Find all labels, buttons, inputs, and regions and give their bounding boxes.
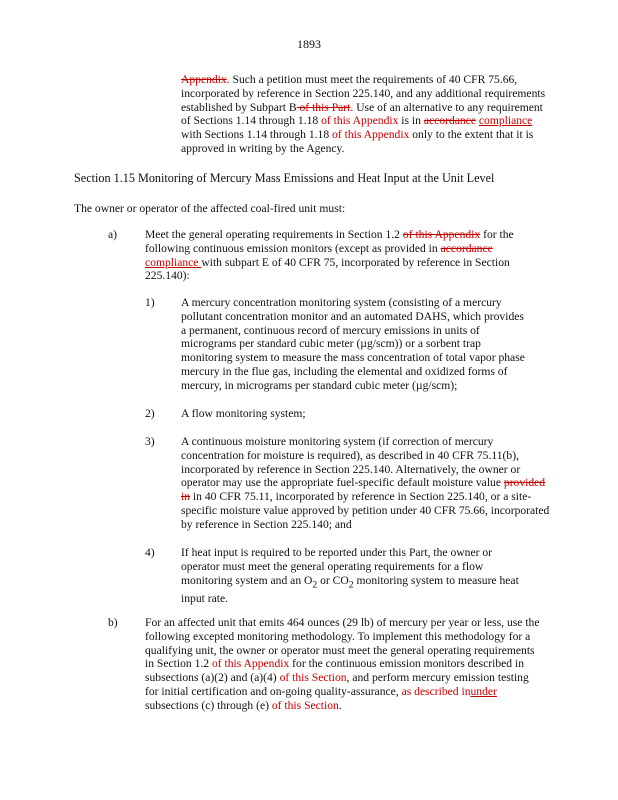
section-title: Section 1.15 Monitoring of Mercury Mass Emissions and Heat Input at the Unit Level [74,171,495,185]
inserted-text: compliance [145,255,202,269]
text-run: subsections (c) through (e) [145,698,272,712]
deleted-text: Appendix [181,73,227,86]
subscript-2: 2 [348,578,354,590]
item-b-paragraph [145,616,545,713]
item-a-marker: a) [108,228,118,241]
sub-2-paragraph: A flow monitoring system; [181,407,306,420]
text-run: in 40 CFR 75.11, incorporated by reference in Section 225.140, or a site-specific moisture value approved by petition under 40 CFR 75.66, incorporated by reference in Section 225.140; and [181,490,550,531]
sub-2-marker: 2) [145,407,155,420]
item-b-marker: b) [108,616,118,629]
inserted-text: as described in [401,684,471,698]
deleted-text: of this Part [296,100,351,114]
sub-3-paragraph [181,435,551,532]
page-number: 1893 [297,37,321,51]
text-run: Meet the general operating requirements in Section 1.2 [145,228,403,241]
inserted-text: under [470,684,497,698]
text-run: monitoring system to measure heat input rate. [181,573,519,605]
sub-4-paragraph [181,546,526,606]
text-run: is in [398,114,424,128]
deleted-text: accordance [423,114,476,128]
sub-1-marker: 1) [145,296,155,309]
text-run: If heat input is required to be reported under this Part, the owner or operator must meet the general operating requirements for a flow monitoring system and an O [181,546,493,587]
text-run: or CO [317,573,349,587]
text-run: only to the extent that it is approved in writing by the Agency. [181,128,534,155]
text-run: . Use of an alternative to any requirement of Sections 1.14 through 1.18 [181,100,543,128]
sub-3-marker: 3) [145,435,155,448]
text-run: A continuous moisture monitoring system (if correction of mercury concentration for moisture is required), as described in 40 CFR 75.11(b), incorporated by reference in Section 225.140. Alternatively, the owner or operator may use the appropriate fuel-specific default moisture value [181,435,521,490]
inserted-text: of this Appendix [321,114,399,128]
inserted-text: of this Section [271,698,339,712]
text-run: with subpart E of 40 CFR 75, incorporated by reference in Section 225.140): [145,255,510,283]
text-run: for the continuous emission monitors described in subsections (a)(2) and (a)(4) [145,657,525,685]
text-run: . Such a petition must meet the requirements of 40 CFR 75.66, incorporated by reference in Section 225.140, and any additional requirements established by Subpart B [181,73,546,114]
sub-4-marker: 4) [145,546,155,559]
inserted-text: of this Section [279,671,347,685]
subscript-2: 2 [312,578,318,590]
item-a-paragraph [145,228,540,283]
sub-1-paragraph: A mercury concentration monitoring system (consisting of a mercury pollutant concentration monitor and an automated DAHS, which provides a permanent, continuous record of mercury emissions in units of micrograms per standard cubic meter (µg/scm)) or a sorbent trap monitoring system to measure the mass concentration of total vapor phase mercury in the flue gas, including the elemental and oxidized forms of mercury, in micrograms per standard cubic meter (µg/scm); [181,296,525,392]
text-run: with Sections 1.14 through 1.18 [181,128,333,142]
deleted-text: accordance [440,241,493,255]
deleted-text: of this Appendix [402,228,481,241]
text-run: . [338,698,342,712]
inserted-text: compliance [478,114,533,128]
section-lead: The owner or operator of the affected coal-fired unit must: [74,202,346,215]
text-run: , and perform mercury emission testing for initial certification and on-going quality-assurance, [145,671,529,698]
text-run: For an affected unit that emits 464 ounces (29 lb) of mercury per year or less, use the following excepted monitoring methodology. To implement this methodology for a qualifying unit, the owner or operator must meet the general operating requirements in Section 1.2 [145,616,540,671]
inserted-text: of this Appendix [211,657,290,671]
deleted-text: provided in [181,476,546,504]
intro-paragraph [181,73,551,156]
inserted-text: of this Appendix [332,128,410,142]
text-run: for the following continuous emission monitors (except as provided in [145,228,514,255]
